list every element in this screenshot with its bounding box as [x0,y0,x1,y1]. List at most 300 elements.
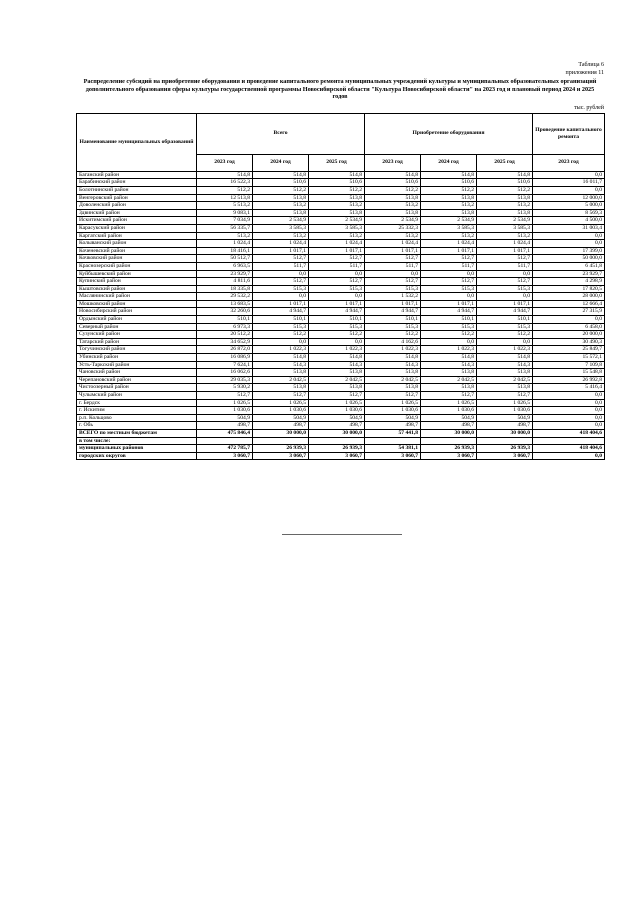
value-cell: 512,7 [197,392,253,400]
value-cell: 7 624,1 [197,361,253,369]
value-cell: 512,7 [421,278,477,286]
table-row [77,278,605,286]
value-cell: 515,3 [365,285,421,293]
value-cell: 0,0 [533,186,605,194]
value-cell: 515,3 [365,323,421,331]
value-cell: 513,2 [421,202,477,210]
col-header-repair: Проведение капитального ремонта [533,113,605,154]
value-cell: 1 026,5 [309,399,365,407]
row-label-cell: Карасукский район [77,224,197,232]
value-cell: 1 017,1 [253,300,309,308]
row-label-cell: Чулымский район [77,392,197,400]
value-cell: 513,8 [253,194,309,202]
value-cell: 514,8 [253,171,309,179]
col-header-equipment-2023: 2023 год [365,154,421,171]
value-cell: 510,6 [309,179,365,187]
table-number: Таблица 6 [578,62,604,68]
value-cell: 513,8 [421,384,477,392]
value-cell: 513,8 [309,384,365,392]
value-cell: 4 298,9 [533,278,605,286]
value-cell: 3 585,3 [477,224,533,232]
value-cell: 504,9 [309,414,365,422]
value-cell: 512,7 [365,392,421,400]
value-cell: 8 569,3 [533,209,605,217]
value-cell: 515,3 [421,323,477,331]
value-cell: 510,1 [309,316,365,324]
row-label-cell: Доволенский район [77,202,197,210]
value-cell: 23 929,7 [533,270,605,278]
table-row [77,361,605,369]
value-cell: 2 534,9 [477,217,533,225]
value-cell: 1 017,1 [365,300,421,308]
table-row [77,262,605,270]
row-label-cell: Тогучинский район [77,346,197,354]
row-label-cell: Маслянинский район [77,293,197,301]
value-cell: 6 451,8 [533,262,605,270]
value-cell: 0,0 [309,338,365,346]
row-label-cell: Кыштовский район [77,285,197,293]
value-cell: 0,0 [533,392,605,400]
table-row [77,217,605,225]
table-row [77,407,605,415]
empty-cell [477,437,533,445]
value-cell: 2 534,9 [309,217,365,225]
value-cell: 26 939,3 [309,445,365,453]
table-row [77,399,605,407]
table-row [77,270,605,278]
row-label-cell: Здвинский район [77,209,197,217]
value-cell: 56 335,7 [197,224,253,232]
row-label-cell: муниципальных районов [77,445,197,453]
value-cell: 498,7 [365,422,421,430]
value-cell: 510,6 [421,179,477,187]
value-cell: 512,7 [309,392,365,400]
value-cell: 514,8 [253,354,309,362]
value-cell: 3 060,7 [421,452,477,460]
value-cell: 3 060,7 [365,452,421,460]
value-cell: 31 003,4 [533,224,605,232]
value-cell: 0,0 [309,270,365,278]
value-cell: 2 042,5 [421,376,477,384]
value-cell: 514,8 [421,354,477,362]
value-cell: 514,3 [477,361,533,369]
value-cell: 30 000,0 [421,429,477,437]
document-title: Распределение субсидий на приобретение оборудования и проведение капитального ремонта муниципальных учреждений культуры и муниципальных образовательных организаций дополнительного образования сферы культуры государственной программы Новосибирской области "Культура Новосибирской области" на 2023 год и плановый период 2024 и 2025 годов [83,78,597,101]
value-cell: 26 992,8 [533,376,605,384]
value-cell: 511,7 [477,262,533,270]
value-cell: 512,7 [477,255,533,263]
value-cell: 513,8 [365,194,421,202]
row-label-cell: Барабинский район [77,179,197,187]
value-cell: 1 024,4 [477,240,533,248]
value-cell: 513,8 [309,369,365,377]
subsidy-table [76,113,605,461]
value-cell: 512,7 [365,255,421,263]
value-cell: 510,1 [197,316,253,324]
value-cell: 512,7 [421,392,477,400]
value-cell: 30 000,0 [477,429,533,437]
value-cell: 3 060,7 [309,452,365,460]
value-cell: 30 490,3 [533,338,605,346]
value-cell: 513,2 [365,202,421,210]
row-label-cell: Мошковский район [77,300,197,308]
col-header-equipment: Приобретение оборудования [365,113,533,154]
value-cell: 1 030,6 [309,407,365,415]
value-cell: 512,2 [365,186,421,194]
value-cell: 1 026,5 [197,399,253,407]
value-cell: 512,7 [477,278,533,286]
value-cell: 50 512,7 [197,255,253,263]
value-cell: 3 585,3 [421,224,477,232]
value-cell: 50 000,0 [533,255,605,263]
value-cell: 5 416,4 [533,384,605,392]
value-cell: 3 585,3 [253,224,309,232]
value-cell: 29 035,3 [197,376,253,384]
value-cell: 512,2 [197,186,253,194]
value-cell: 5 513,2 [197,202,253,210]
value-cell: 2 042,5 [309,376,365,384]
value-cell: 513,8 [421,194,477,202]
table-row [77,369,605,377]
value-cell: 511,7 [309,262,365,270]
value-cell: 6 458,0 [533,323,605,331]
value-cell: 16 522,3 [197,179,253,187]
value-cell: 13 683,5 [197,300,253,308]
value-cell: 0,0 [533,422,605,430]
col-header-total-2025: 2025 год [309,154,365,171]
value-cell: 0,0 [533,399,605,407]
page-divider [282,534,402,535]
value-cell: 1 022,3 [365,346,421,354]
value-cell: 0,0 [253,270,309,278]
value-cell: 513,2 [477,202,533,210]
value-cell: 1 017,1 [309,247,365,255]
row-label-cell: Татарский район [77,338,197,346]
value-cell: 514,8 [477,354,533,362]
value-cell: 515,3 [253,323,309,331]
value-cell: 418 404,6 [533,429,605,437]
table-row [77,300,605,308]
value-cell: 512,7 [253,392,309,400]
row-label-cell: Краснозерский район [77,262,197,270]
table-row [77,240,605,248]
value-cell: 510,1 [477,316,533,324]
value-cell: 513,2 [197,232,253,240]
value-cell: 0,0 [477,293,533,301]
table-row [77,224,605,232]
table-row [77,331,605,339]
value-cell: 0,0 [533,316,605,324]
value-cell: 28 000,0 [533,293,605,301]
value-cell: 513,8 [365,369,421,377]
value-cell: 1 024,4 [197,240,253,248]
value-cell: 498,7 [309,422,365,430]
value-cell: 1 022,3 [477,346,533,354]
value-cell: 511,7 [421,262,477,270]
value-cell: 1 024,4 [253,240,309,248]
value-cell: 1 030,6 [253,407,309,415]
value-cell: 0,0 [533,171,605,179]
table-row [77,429,605,437]
value-cell: 504,9 [197,414,253,422]
value-cell: 20 512,2 [197,331,253,339]
value-cell: 12 000,0 [533,194,605,202]
value-cell: 0,0 [477,270,533,278]
value-cell: 1 024,4 [309,240,365,248]
value-cell: 512,2 [477,331,533,339]
value-cell: 3 585,3 [309,224,365,232]
value-cell: 0,0 [421,293,477,301]
value-cell: 7 034,9 [197,217,253,225]
value-cell: 512,7 [309,278,365,286]
value-cell: 514,3 [365,361,421,369]
value-cell: 1 017,1 [365,247,421,255]
value-cell: 514,3 [253,361,309,369]
value-cell: 9 083,1 [197,209,253,217]
value-cell: 514,8 [309,171,365,179]
value-cell: 30 000,0 [253,429,309,437]
value-cell: 4 811,6 [197,278,253,286]
table-row [77,338,605,346]
table-row [77,376,605,384]
value-cell: 513,8 [253,209,309,217]
value-cell: 23 929,7 [197,270,253,278]
value-cell: 1 017,1 [477,300,533,308]
empty-cell [533,437,605,445]
value-cell: 15 572,1 [533,354,605,362]
value-cell: 34 652,9 [197,338,253,346]
value-cell: 514,8 [365,354,421,362]
table-row [77,437,605,445]
value-cell: 513,8 [365,209,421,217]
empty-cell [421,437,477,445]
row-label-cell: г. Обь [77,422,197,430]
value-cell: 7 109,8 [533,361,605,369]
unit-label: тыс. рублей [574,104,604,111]
table-row [77,285,605,293]
value-cell: 0,0 [253,338,309,346]
value-cell: 6 973,3 [197,323,253,331]
value-cell: 12 666,4 [533,300,605,308]
value-cell: 0,0 [365,270,421,278]
value-cell: 1 017,1 [309,300,365,308]
row-label-cell: Баганский район [77,171,197,179]
row-label-cell: Сузунский район [77,331,197,339]
table-row [77,452,605,460]
value-cell: 504,9 [253,414,309,422]
row-label-cell: Новосибирский район [77,308,197,316]
value-cell: 17 399,0 [533,247,605,255]
value-cell: 4 500,0 [533,217,605,225]
value-cell: 1 532,2 [365,293,421,301]
value-cell: 514,8 [421,171,477,179]
value-cell: 1 017,1 [253,247,309,255]
value-cell: 510,6 [365,179,421,187]
value-cell: 57 441,8 [365,429,421,437]
value-cell: 2 534,9 [365,217,421,225]
row-label-cell: Убинский район [77,354,197,362]
appendix-label: приложения 11 [565,69,604,76]
col-header-equipment-2024: 2024 год [421,154,477,171]
value-cell: 514,8 [477,171,533,179]
value-cell: 1 030,6 [197,407,253,415]
value-cell: 514,8 [365,171,421,179]
value-cell: 513,2 [421,232,477,240]
table-row [77,414,605,422]
value-cell: 30 000,0 [309,429,365,437]
value-cell: 3 060,7 [477,452,533,460]
value-cell: 29 532,2 [197,293,253,301]
row-label-cell: Коченевский район [77,247,197,255]
table-row [77,316,605,324]
value-cell: 5 000,0 [533,202,605,210]
value-cell: 16 011,7 [533,179,605,187]
row-label-cell: Куйбышевский район [77,270,197,278]
value-cell: 510,1 [421,316,477,324]
value-cell: 512,2 [253,186,309,194]
value-cell: 498,7 [421,422,477,430]
value-cell: 1 022,3 [309,346,365,354]
value-cell: 4 944,7 [365,308,421,316]
row-label-cell: ВСЕГО по местным бюджетам [77,429,197,437]
value-cell: 18 416,1 [197,247,253,255]
value-cell: 510,1 [365,316,421,324]
value-cell: 6 963,5 [197,262,253,270]
value-cell: 512,2 [309,186,365,194]
value-cell: 514,3 [421,361,477,369]
value-cell: 513,8 [253,369,309,377]
value-cell: 498,7 [477,422,533,430]
row-label-cell: Колыванский район [77,240,197,248]
value-cell: 26 939,3 [253,445,309,453]
value-cell: 515,3 [309,285,365,293]
value-cell: 1 017,1 [421,300,477,308]
table-row [77,422,605,430]
empty-cell [365,437,421,445]
table-row [77,171,605,179]
value-cell: 27 315,9 [533,308,605,316]
table-body [77,171,605,460]
value-cell: 1 022,3 [421,346,477,354]
value-cell: 513,8 [477,194,533,202]
value-cell: 2 042,5 [477,376,533,384]
value-cell: 54 381,1 [365,445,421,453]
value-cell: 2 042,5 [253,376,309,384]
row-label-cell: г. Бердск [77,399,197,407]
row-label-cell: городских округов [77,452,197,460]
empty-cell [197,437,253,445]
value-cell: 1 026,5 [365,399,421,407]
value-cell: 2 534,9 [421,217,477,225]
value-cell: 0,0 [533,407,605,415]
value-cell: 4 944,7 [253,308,309,316]
value-cell: 515,3 [477,323,533,331]
col-header-total-2024: 2024 год [253,154,309,171]
value-cell: 1 017,1 [477,247,533,255]
value-cell: 513,8 [477,384,533,392]
table-row [77,308,605,316]
value-cell: 1 030,6 [421,407,477,415]
value-cell: 512,7 [421,255,477,263]
value-cell: 513,2 [477,232,533,240]
table-row [77,232,605,240]
value-cell: 25 332,3 [365,224,421,232]
value-cell: 1 024,4 [421,240,477,248]
value-cell: 0,0 [533,240,605,248]
row-label-cell: Ордынский район [77,316,197,324]
value-cell: 512,7 [309,255,365,263]
value-cell: 0,0 [533,452,605,460]
value-cell: 498,7 [197,422,253,430]
value-cell: 511,7 [253,262,309,270]
value-cell: 510,1 [253,316,309,324]
value-cell: 512,2 [365,331,421,339]
row-label-cell: Кочковский район [77,255,197,263]
value-cell: 0,0 [533,232,605,240]
row-label-cell: Чановский район [77,369,197,377]
value-cell: 1 030,6 [365,407,421,415]
table-row [77,202,605,210]
value-cell: 512,7 [365,278,421,286]
row-label-cell: Венгеровский район [77,194,197,202]
value-cell: 504,9 [365,414,421,422]
value-cell: 515,3 [253,285,309,293]
row-label-cell: Усть-Таркский район [77,361,197,369]
value-cell: 3 060,7 [197,452,253,460]
table-row [77,384,605,392]
value-cell: 2 534,9 [253,217,309,225]
value-cell: 2 042,5 [365,376,421,384]
table-row [77,293,605,301]
value-cell: 513,8 [253,384,309,392]
value-cell: 418 404,6 [533,445,605,453]
value-cell: 514,8 [197,171,253,179]
value-cell: 512,2 [421,186,477,194]
value-cell: 512,2 [309,331,365,339]
row-label-cell: р.п. Кольцово [77,414,197,422]
value-cell: 515,3 [309,323,365,331]
value-cell: 512,7 [477,392,533,400]
value-cell: 16 062,6 [197,369,253,377]
value-cell: 4 944,7 [421,308,477,316]
value-cell: 515,3 [421,285,477,293]
value-cell: 20 000,0 [533,331,605,339]
value-cell: 475 846,4 [197,429,253,437]
value-cell: 1 022,3 [253,346,309,354]
value-cell: 32 260,6 [197,308,253,316]
value-cell: 513,8 [477,369,533,377]
value-cell: 5 930,2 [197,384,253,392]
row-label-cell: Болотнинский район [77,186,197,194]
value-cell: 498,7 [253,422,309,430]
value-cell: 1 026,5 [477,399,533,407]
col-header-repair-2023: 2023 год [533,154,605,171]
value-cell: 504,9 [477,414,533,422]
row-label-cell: Черепановский район [77,376,197,384]
table-row [77,209,605,217]
col-header-equipment-2025: 2025 год [477,154,533,171]
value-cell: 472 785,7 [197,445,253,453]
value-cell: 1 026,5 [421,399,477,407]
value-cell: 26 939,3 [477,445,533,453]
value-cell: 513,8 [421,369,477,377]
col-header-name: Наименование муниципальных образований [77,113,197,171]
col-header-total: Всего [197,113,365,154]
value-cell: 513,8 [309,194,365,202]
value-cell: 12 513,8 [197,194,253,202]
table-row [77,247,605,255]
table-row [77,194,605,202]
